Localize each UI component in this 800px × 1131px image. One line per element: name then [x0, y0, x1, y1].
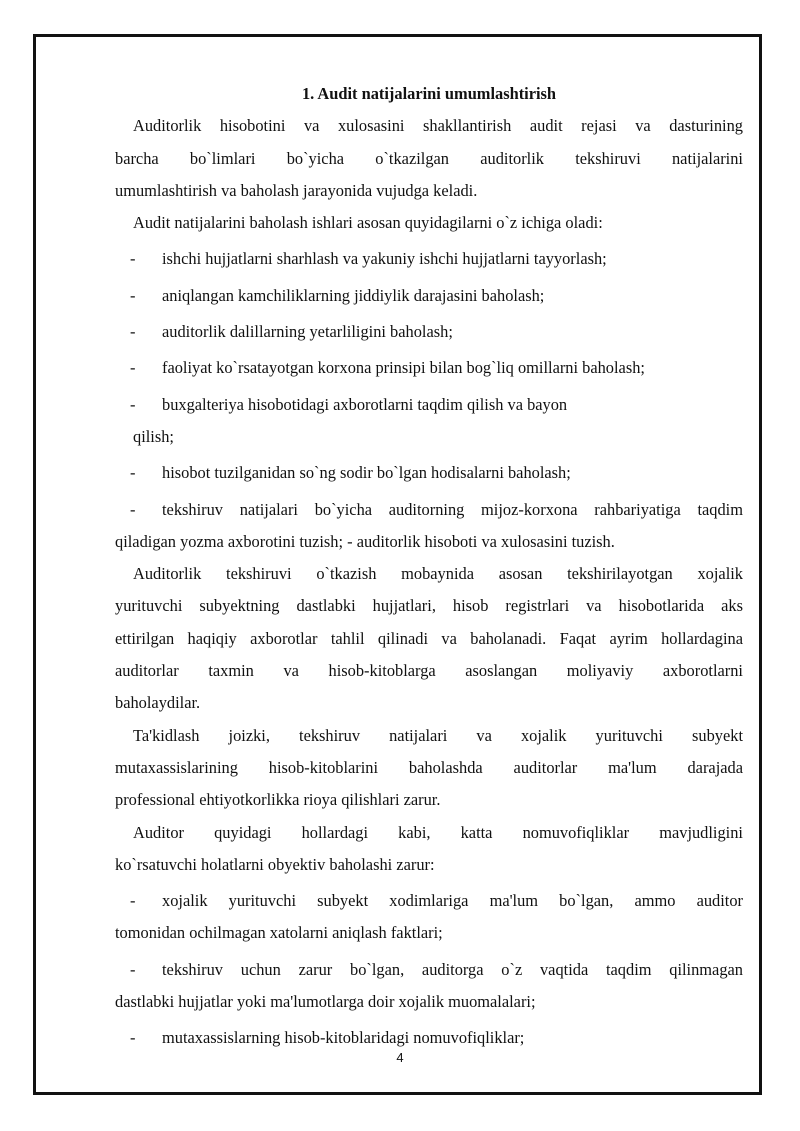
- dash-marker: -: [130, 959, 136, 979]
- paragraph-1-line-3: umumlashtirish va baholash jarayonida vujudga keladi.: [115, 180, 478, 200]
- list-item-5: [115, 389, 743, 421]
- paragraph-1-line-1: Auditorlik hisobotini va xulosasini shakllantirish audit rejasi va dasturining: [133, 116, 743, 136]
- paragraph-3-line-5: baholaydilar.: [115, 693, 201, 713]
- paragraph-4-line-1: Ta'kidlash joizki, tekshiruv natijalari va xojalik yurituvchi subyekt: [133, 725, 743, 745]
- paragraph-5-line-1: Auditor quyidagi hollardagi kabi, katta nomuvofiqliklar mavjudligini: [133, 822, 743, 842]
- paragraph-4-line-3: professional ehtiyotkorlikka rioya qilishlari zarur.: [115, 790, 441, 810]
- list-item-4: [115, 352, 743, 384]
- list-item-2: [115, 280, 743, 312]
- list-item-5-continuation: qilish;: [133, 426, 174, 446]
- list-item-7-line-2: qiladigan yozma axborotini tuzish; - auditorlik hisoboti va xulosasini tuzish.: [115, 531, 615, 551]
- paragraph-3-line-3: ettirilgan haqiqiy axborotlar tahlil qilinadi va baholanadi. Faqat ayrim hollardagina: [115, 628, 743, 648]
- list-item-8-line-2: tomonidan ochilmagan xatolarni aniqlash faktlari;: [115, 923, 443, 943]
- list-item-7-line-1: [115, 494, 743, 526]
- paragraph-1-line-2: barcha bo`limlari bo`yicha o`tkazilgan auditorlik tekshiruvi natijalarini: [115, 148, 743, 168]
- dash-marker: -: [130, 463, 136, 483]
- dash-marker: -: [130, 285, 136, 305]
- dash-marker: -: [130, 358, 136, 378]
- list-item-text: tekshiruv uchun zarur bo`lgan, auditorga o`z vaqtida taqdim qilinmagan: [162, 959, 743, 979]
- dash-marker: -: [130, 249, 136, 269]
- section-title: 1. Audit natijalarini umumlashtirish: [301, 84, 557, 103]
- paragraph-4-line-2: mutaxassislarining hisob-kitoblarini baholashda auditorlar ma'lum darajada: [115, 757, 743, 777]
- list-item-text: aniqlangan kamchiliklarning jiddiylik darajasini baholash;: [162, 285, 545, 305]
- list-item-text: xojalik yurituvchi subyekt xodimlariga ma'lum bo`lgan, ammo auditor: [162, 891, 743, 911]
- list-item-8-line-1: [115, 885, 743, 917]
- list-item-3: [115, 316, 743, 348]
- list-item-text: hisobot tuzilganidan so`ng sodir bo`lgan hodisalarni baholash;: [162, 463, 571, 483]
- list-item-9-line-1: [115, 954, 743, 986]
- list-item-9-line-2: dastlabki hujjatlar yoki ma'lumotlarga doir xojalik muomalalari;: [115, 992, 536, 1012]
- paragraph-2: Audit natijalarini baholash ishlari asosan quyidagilarni o`z ichiga oladi:: [133, 213, 603, 233]
- paragraph-3-line-1: Auditorlik tekshiruvi o`tkazish mobaynida asosan tekshirilayotgan xojalik: [133, 564, 743, 584]
- paragraph-5-line-2: ko`rsatuvchi holatlarni obyektiv baholashi zarur:: [115, 854, 435, 874]
- list-item-text: ishchi hujjatlarni sharhlash va yakuniy ishchi hujjatlarni tayyorlash;: [162, 249, 607, 269]
- list-item-text: buxgalteriya hisobotidagi axborotlarni taqdim qilish va bayon: [162, 394, 568, 414]
- list-item-1: [115, 243, 743, 275]
- paragraph-3-line-4: auditorlar taxmin va hisob-kitoblarga asoslangan moliyaviy axborotlarni: [115, 661, 743, 681]
- list-item-text: faoliyat ko`rsatayotgan korxona prinsipi bilan bog`liq omillarni baholash;: [162, 358, 645, 378]
- list-item-text: tekshiruv natijalari bo`yicha auditorning mijoz-korxona rahbariyatiga taqdim: [162, 499, 743, 519]
- dash-marker: -: [130, 499, 136, 519]
- list-item-6: [115, 457, 743, 489]
- dash-marker: -: [130, 891, 136, 911]
- dash-marker: -: [130, 1028, 136, 1048]
- document-body: [115, 78, 743, 1055]
- page-number: 4: [396, 1050, 404, 1065]
- list-item-text: mutaxassislarning hisob-kitoblaridagi nomuvofiqliklar;: [162, 1028, 525, 1048]
- paragraph-3-line-2: yurituvchi subyektning dastlabki hujjatlari, hisob registrlari va hisobotlarida aks: [115, 596, 743, 616]
- dash-marker: -: [130, 394, 136, 414]
- list-item-text: auditorlik dalillarning yetarliligini baholash;: [162, 322, 453, 342]
- dash-marker: -: [130, 322, 136, 342]
